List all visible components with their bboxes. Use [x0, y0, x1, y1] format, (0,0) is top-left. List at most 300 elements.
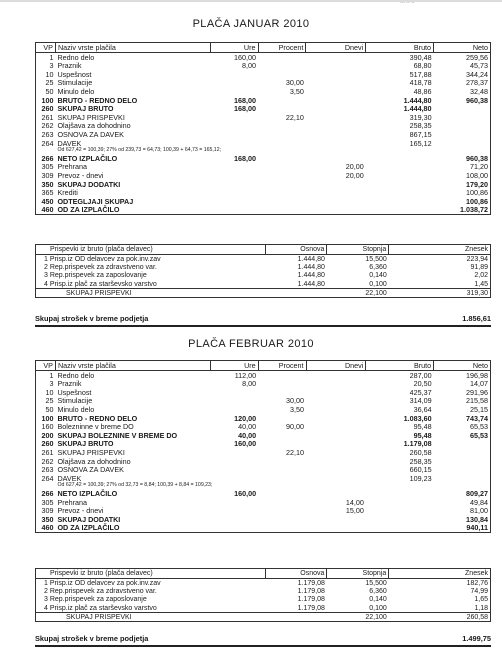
cell-neto [434, 139, 491, 148]
contrib-cell-stopnja: 15,500 [365, 255, 387, 263]
table-row [36, 506, 491, 515]
cell-name: Redno delo [57, 370, 95, 380]
cell-vp: 10 [36, 388, 56, 397]
cell-dnevi: 15,00 [345, 506, 364, 516]
cell-ure: 120,00 [234, 413, 257, 423]
table-row [36, 371, 491, 380]
table-row [36, 105, 491, 114]
februar-total-underline [35, 645, 491, 647]
cell-vp: 1 [36, 371, 56, 380]
cell-dnevi [306, 188, 366, 197]
cell-procent [258, 524, 306, 533]
cell-dnevi: 14,00 [345, 497, 364, 507]
cell-bruto: 68,80 [413, 61, 432, 71]
cell-neto: 130,84 [434, 515, 491, 524]
cell-procent [258, 506, 306, 515]
cell-vp: 260 [36, 440, 56, 449]
cell-procent [258, 96, 306, 105]
cell-dnevi [306, 405, 366, 414]
contrib-total-row [36, 289, 491, 298]
cell-name: NETO IZPLAČILO [57, 153, 118, 163]
cell-dnevi [306, 371, 366, 380]
contrib-column-header: Prispevki iz bruto (plača delavec) [36, 569, 266, 579]
cell-vp: 350 [36, 515, 56, 524]
cell-name: Uspešnost [57, 69, 92, 79]
cell-ure [210, 388, 258, 397]
cell-neto: 65,53 [434, 431, 491, 440]
cell-name: Olajšava za dohodnino [57, 121, 131, 131]
column-header: Naziv vrste plačila [55, 361, 210, 371]
cell-vp: 266 [36, 154, 56, 163]
contrib-cell-stopnja: 0,100 [369, 280, 387, 288]
table-row [36, 130, 491, 139]
contrib-row [36, 263, 491, 271]
cell-procent [258, 171, 306, 180]
cell-vp: 25 [36, 397, 56, 406]
column-header: VP [36, 361, 56, 371]
contrib-cell-stopnja: 0,140 [369, 272, 387, 280]
column-header: Neto [434, 43, 491, 53]
cell-vp: 305 [36, 163, 56, 172]
cell-vp: 264 [36, 139, 56, 148]
cell-bruto: 517,88 [409, 69, 432, 79]
cell-dnevi: 20,00 [345, 162, 364, 172]
cell-ure [210, 498, 258, 507]
contrib-cell-osnova: 1.179,08 [297, 596, 325, 604]
cell-ure: 160,00 [234, 52, 257, 62]
cell-procent [258, 154, 306, 163]
cell-neto [434, 466, 491, 475]
cell-dnevi [306, 414, 366, 423]
contrib-cell-znesek: 223,94 [389, 255, 491, 264]
cell-procent [258, 371, 306, 380]
contrib-cell-znesek: 182,76 [389, 579, 491, 588]
cell-procent: 22,10 [285, 112, 304, 122]
cell-vp: 200 [36, 431, 56, 440]
februar-payroll-table [35, 360, 491, 533]
cell-bruto: 319,30 [409, 112, 432, 122]
contrib-row [36, 604, 491, 613]
januar-title: PLAČA JANUAR 2010 [192, 18, 310, 30]
cell-ure: 168,00 [234, 104, 257, 114]
contrib-row [36, 596, 491, 604]
cell-vp: 264 [36, 474, 56, 483]
cell-neto: 14,07 [434, 380, 491, 389]
cell-name: OD ZA IZPLAČILO [55, 524, 210, 533]
cell-procent [258, 380, 306, 389]
cell-ure: 8,00 [242, 379, 257, 389]
cell-neto [434, 448, 491, 457]
contrib-total-rate: 22,100 [327, 289, 389, 298]
cell-name: OSNOVA ZA DAVEK [57, 130, 124, 140]
contrib-cell-name: 4 Prisp.iz plač za starševsko varstvo [36, 604, 266, 613]
cell-dnevi [306, 388, 366, 397]
cell-vp: 3 [36, 62, 56, 71]
table-row [36, 405, 491, 414]
cell-neto [434, 457, 491, 466]
cell-bruto: 1.083,60 [403, 413, 432, 423]
tax-calculation-note: Od 627,42 = 100,39; 27% od 239,73 = 64,73; 100,39 + 64,73 = 165,12; [55, 148, 490, 155]
contrib-cell-stopnja: 15,500 [365, 579, 387, 587]
cell-ure [210, 206, 258, 215]
contrib-row [36, 587, 491, 595]
cell-bruto [366, 524, 434, 533]
cell-ure [210, 474, 258, 483]
cell-neto: 100,86 [434, 197, 491, 206]
cell-vp: 262 [36, 122, 56, 131]
cell-vp: 263 [36, 130, 56, 139]
table-row [36, 87, 491, 96]
cell-procent: 90,00 [286, 422, 305, 432]
januar-payroll-table [35, 42, 491, 215]
cell-bruto [366, 171, 434, 180]
cell-name: Prehrana [57, 162, 88, 172]
cell-neto [434, 105, 491, 114]
cell-neto: 809,27 [434, 489, 491, 498]
cell-vp: 25 [36, 79, 56, 88]
cell-procent [258, 139, 306, 148]
cell-dnevi [306, 105, 366, 114]
cell-ure [210, 515, 258, 524]
cell-neto: 32,48 [434, 87, 491, 96]
column-header: Bruto [366, 43, 434, 53]
tax-calculation-note: Od 627,42 = 100,39; 27% od 32,73 = 8,84; 100,39 + 8,84 = 109,23; [55, 483, 490, 490]
cell-procent: 22,10 [286, 448, 305, 458]
cell-neto: 81,00 [434, 506, 491, 515]
cell-vp: 460 [36, 206, 56, 215]
cell-procent [258, 431, 306, 440]
contrib-cell-osnova: 1.179,08 [297, 579, 325, 587]
cell-dnevi: 20,00 [345, 170, 364, 180]
cell-neto [434, 474, 491, 483]
cell-bruto: 48,86 [413, 87, 432, 97]
cell-vp: 450 [36, 197, 56, 206]
cell-ure: 40,00 [238, 422, 257, 432]
cell-procent [258, 197, 306, 206]
cell-bruto: 425,37 [409, 387, 432, 397]
cell-bruto: 314,09 [409, 396, 432, 406]
contrib-cell-stopnja: 0,140 [369, 596, 387, 604]
februar-company-cost-label: Skupaj strošek v breme podjetja [35, 634, 149, 643]
table-row [36, 466, 491, 475]
cell-procent [258, 515, 306, 524]
cell-name: SKUPAJ DODATKI [57, 514, 121, 524]
cell-bruto: 36,64 [413, 405, 432, 415]
cell-dnevi [306, 380, 366, 389]
cell-ure: 168,00 [234, 95, 257, 105]
table-row [36, 171, 491, 180]
contrib-row [36, 280, 491, 289]
cell-dnevi [306, 423, 366, 432]
contrib-cell-znesek: 1,45 [389, 280, 491, 289]
contrib-cell-name: 2 Rep.prispevek za zdravstveno var. [36, 263, 266, 271]
contrib-cell-osnova: 1.444,80 [297, 263, 325, 271]
column-header: Dnevi [306, 43, 366, 53]
cell-procent [258, 122, 306, 131]
cell-dnevi [306, 474, 366, 483]
contrib-header-row [36, 569, 491, 579]
cell-name: Redno delo [57, 52, 95, 62]
cell-name: Uspešnost [57, 387, 92, 397]
cell-dnevi [306, 180, 366, 189]
contrib-cell-osnova: 1.444,80 [297, 272, 325, 280]
cell-bruto: 95,48 [413, 422, 432, 432]
cell-ure [210, 130, 258, 139]
cell-vp: 261 [36, 113, 56, 122]
table-header-row [36, 43, 491, 53]
cell-bruto: 418,78 [409, 78, 432, 88]
column-header: Naziv vrste plačila [55, 43, 210, 53]
table-row [36, 489, 491, 498]
cell-bruto: 867,15 [409, 130, 432, 140]
cell-dnevi [306, 130, 366, 139]
cell-bruto: 258,35 [409, 456, 432, 466]
cell-neto [434, 113, 491, 122]
cell-ure [210, 457, 258, 466]
cell-ure [210, 87, 258, 96]
contrib-cell-name: 1 Prisp.iz OD delavcev za pok.inv.zav [36, 579, 266, 588]
cell-vp: 3 [36, 380, 56, 389]
cell-procent [258, 498, 306, 507]
table-header-row [36, 361, 491, 371]
cell-name: BRUTO - REDNO DELO [57, 95, 138, 105]
contrib-cell-osnova: 1.179,08 [297, 587, 325, 595]
cell-vp: 50 [36, 405, 56, 414]
cell-procent [258, 457, 306, 466]
cell-vp: 100 [36, 414, 56, 423]
cell-vp: 266 [36, 489, 56, 498]
cell-bruto [366, 154, 434, 163]
contrib-column-header: Prispevki iz bruto (plača delavec) [36, 245, 266, 255]
cell-name: Prevoz - dnevi [57, 506, 104, 516]
cell-name: ODTEGLJAJI SKUPAJ [57, 196, 134, 206]
cell-bruto [366, 180, 434, 189]
cell-dnevi [306, 440, 366, 449]
cell-name: DAVEK [57, 473, 82, 483]
contrib-column-header: Osnova [265, 245, 327, 255]
column-header: Ure [210, 361, 258, 371]
cell-bruto: 287,00 [409, 370, 432, 380]
cell-vp: 262 [36, 457, 56, 466]
contrib-total-amount: 260,58 [389, 613, 491, 622]
cell-bruto: 20,50 [413, 379, 432, 389]
contrib-column-header: Znesek [389, 245, 491, 255]
cell-name: DAVEK [57, 138, 82, 148]
cell-procent [258, 130, 306, 139]
cell-bruto: 260,58 [409, 448, 432, 458]
cell-ure: 160,00 [234, 488, 257, 498]
table-row [36, 188, 491, 197]
cell-name: Stimulacije [57, 396, 93, 406]
column-header: Procent [258, 361, 306, 371]
cell-dnevi [306, 87, 366, 96]
cell-ure [210, 113, 258, 122]
cell-neto: 49,84 [434, 498, 491, 507]
cell-name: SKUPAJ DODATKI [57, 179, 121, 189]
cell-name: NETO IZPLAČILO [57, 488, 118, 498]
contrib-cell-znesek: 1,65 [389, 596, 491, 604]
januar-company-cost-label: Skupaj strošek v breme podjetja [35, 314, 149, 323]
cell-ure: 168,00 [234, 153, 257, 163]
cell-bruto [366, 163, 434, 172]
cell-dnevi [306, 62, 366, 71]
contrib-total-label: SKUPAJ PRISPEVKI [36, 613, 266, 622]
cell-dnevi [306, 79, 366, 88]
februar-contributions-body [36, 569, 491, 622]
cell-dnevi [306, 70, 366, 79]
cell-vp: 309 [36, 171, 56, 180]
cell-neto [434, 122, 491, 131]
contrib-cell-znesek: 1,18 [389, 604, 491, 613]
cell-procent: 3,50 [289, 87, 304, 97]
table-row [36, 423, 491, 432]
table-row [36, 163, 491, 172]
cell-name: OSNOVA ZA DAVEK [57, 465, 124, 475]
cell-name: Prevoz - dnevi [57, 170, 104, 180]
cell-ure: 160,00 [234, 439, 257, 449]
cell-bruto [366, 515, 434, 524]
table-row [36, 524, 491, 533]
cell-procent [258, 474, 306, 483]
cell-ure [210, 163, 258, 172]
februar-title: PLAČA FEBRUAR 2010 [188, 338, 314, 350]
cell-neto: 25,15 [434, 405, 491, 414]
contrib-column-header: Stopnja [327, 245, 389, 255]
column-header: Procent [258, 43, 306, 53]
cell-neto [434, 440, 491, 449]
cell-procent [258, 62, 306, 71]
contrib-column-header: Znesek [389, 569, 491, 579]
cell-dnevi [306, 524, 366, 533]
cell-ure [210, 79, 258, 88]
cell-name: SKUPAJ BRUTO [57, 104, 114, 114]
januar-contributions-body [36, 245, 491, 298]
cell-neto: 196,98 [434, 371, 491, 380]
table-row [36, 154, 491, 163]
contrib-cell-name: 3 Rep.prispevek za zaposlovanje [36, 272, 266, 280]
januar-payroll-body [36, 43, 491, 215]
contrib-total-amount: 319,30 [389, 289, 491, 298]
cell-dnevi [306, 96, 366, 105]
cell-neto: 45,73 [434, 62, 491, 71]
cell-neto [434, 130, 491, 139]
cell-bruto: 1.444,80 [403, 104, 432, 114]
cell-neto: 344,24 [434, 70, 491, 79]
contrib-cell-name: 1 Prisp.iz OD delavcev za pok.inv.zav [36, 255, 266, 264]
table-row [36, 53, 491, 62]
cell-ure [210, 524, 258, 533]
column-header: Ure [210, 43, 258, 53]
cell-vp: 10 [36, 70, 56, 79]
cell-neto: 215,58 [434, 397, 491, 406]
cell-ure [210, 188, 258, 197]
cell-ure [210, 70, 258, 79]
cell-neto: 100,86 [434, 188, 491, 197]
cell-bruto: 1.179,08 [403, 439, 432, 449]
cell-vp: 309 [36, 506, 56, 515]
cell-ure [210, 466, 258, 475]
table-row [36, 448, 491, 457]
cell-vp: 100 [36, 96, 56, 105]
contrib-cell-znesek: 74,99 [389, 587, 491, 595]
cell-ure: 112,00 [234, 370, 257, 380]
cell-procent [258, 180, 306, 189]
cell-neto: 291,96 [434, 388, 491, 397]
contrib-cell-osnova: 1.444,80 [297, 280, 325, 288]
cell-neto: 743,74 [434, 414, 491, 423]
cell-ure [210, 180, 258, 189]
corner-marks: --- -- -- [400, 0, 415, 6]
cell-bruto [366, 197, 434, 206]
cell-bruto: 660,15 [409, 465, 432, 475]
cell-procent: 30,00 [285, 78, 304, 88]
cell-vp: 365 [36, 188, 56, 197]
contrib-column-header: Osnova [265, 569, 327, 579]
cell-vp: 460 [36, 524, 56, 533]
cell-dnevi [306, 431, 366, 440]
cell-bruto [366, 206, 434, 215]
februar-payroll-body [36, 361, 491, 533]
table-row [36, 380, 491, 389]
cell-neto: 960,38 [434, 96, 491, 105]
cell-vp: 350 [36, 180, 56, 189]
cell-dnevi [306, 457, 366, 466]
cell-name: SKUPAJ PRISPEVKI [57, 448, 125, 458]
cell-dnevi [306, 206, 366, 215]
contrib-row [36, 579, 491, 588]
januar-total-underline [35, 325, 491, 327]
contrib-cell-name: 2 Rep.prispevek za zdravstveno var. [36, 587, 266, 595]
contrib-cell-znesek: 2,02 [389, 272, 491, 280]
cell-procent [258, 53, 306, 62]
cell-bruto [366, 489, 434, 498]
table-row [36, 62, 491, 71]
cell-ure [210, 171, 258, 180]
cell-name: Stimulacije [57, 78, 93, 88]
cell-bruto: 1.444,80 [403, 95, 432, 105]
cell-name: BRUTO - REDNO DELO [57, 413, 138, 423]
cell-name: Praznik [57, 379, 82, 389]
table-row [36, 498, 491, 507]
cell-dnevi [306, 139, 366, 148]
cell-bruto: 390,48 [409, 52, 432, 62]
cell-bruto: 165,12 [409, 138, 432, 148]
cell-procent [258, 206, 306, 215]
cell-dnevi [306, 113, 366, 122]
contrib-total-empty [265, 613, 327, 622]
cell-procent: 30,00 [286, 396, 305, 406]
cell-ure [210, 397, 258, 406]
cell-vp: 263 [36, 466, 56, 475]
cell-name: Olajšava za dohodnino [57, 456, 131, 466]
cell-neto: 259,56 [434, 53, 491, 62]
cell-name: Minulo delo [57, 87, 95, 97]
februar-company-cost-value: 1.499,75 [462, 634, 491, 643]
cell-bruto [366, 506, 434, 515]
cell-name: OD ZA IZPLAČILO [55, 206, 210, 215]
cell-name: Praznik [57, 61, 82, 71]
contrib-total-row [36, 613, 491, 622]
cell-neto: 1.038,72 [434, 206, 491, 215]
contrib-column-header: Stopnja [327, 569, 389, 579]
cell-name: Krediti [57, 188, 78, 198]
contrib-cell-stopnja: 6,360 [369, 587, 387, 595]
cell-procent [258, 105, 306, 114]
cell-dnevi [306, 448, 366, 457]
column-header: Bruto [366, 361, 434, 371]
januar-company-cost-value: 1.856,61 [462, 314, 491, 323]
cell-neto: 278,37 [434, 79, 491, 88]
